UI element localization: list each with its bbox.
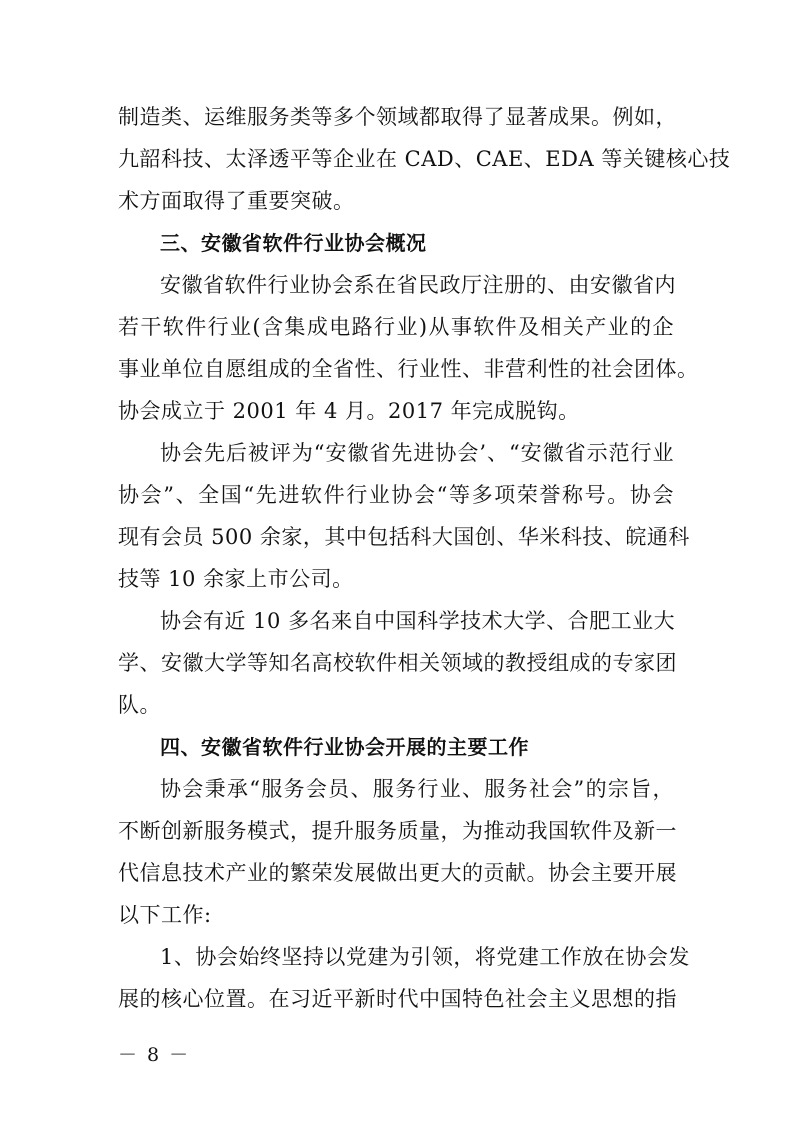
text-line: 九韶科技、太泽透平等企业在 CAD、CAE、EDA 等关键核心技 [118, 147, 731, 171]
page-number: － 8 － [118, 1044, 191, 1066]
text-line: 协会”、全国“先进软件行业协会“等多项荣誉称号。协会 [118, 483, 674, 507]
text-line: 制造类、运维服务类等多个领域都取得了显著成果。例如， [118, 105, 677, 129]
text-line: 事业单位自愿组成的全省性、行业性、非营利性的社会团体。 [118, 357, 699, 381]
text-line: 协会有近 10 多名来自中国科学技术大学、合肥工业大 [160, 609, 676, 633]
text-line: 协会先后被评为“安徽省先进协会’、“安徽省示范行业 [160, 441, 674, 465]
text-line: 队。 [118, 693, 161, 717]
text-line: 以下工作: [118, 903, 212, 927]
text-line: 现有会员 500 余家，其中包括科大国创、华米科技、皖通科 [118, 525, 690, 549]
text-line: 若干软件行业(含集成电路行业)从事软件及相关产业的企 [118, 315, 674, 339]
section-heading-3: 三、安徽省软件行业协会概况 [160, 231, 427, 255]
text-line: 不断创新服务模式，提升服务质量，为推动我国软件及新一 [118, 819, 677, 843]
paragraph-mission [118, 768, 677, 936]
page-content [118, 96, 731, 1020]
text-line: 学、安徽大学等知名高校软件相关领域的教授组成的专家团 [118, 651, 677, 675]
paragraph-experts [118, 600, 677, 726]
paragraph-honors [118, 432, 690, 600]
text-line: 协会秉承“服务会员、服务行业、服务社会”的宗旨， [160, 777, 674, 801]
paragraph-intro [118, 96, 731, 222]
text-line: 协会成立于 2001 年 4 月。2017 年完成脱钩。 [118, 399, 580, 423]
text-line: 术方面取得了重要突破。 [118, 189, 355, 213]
section-heading-4: 四、安徽省软件行业协会开展的主要工作 [160, 735, 529, 759]
text-line: 技等 10 余家上市公司。 [118, 567, 354, 591]
paragraph-item-1 [118, 936, 690, 1020]
paragraph-overview [118, 264, 699, 432]
text-line: 代信息技术产业的繁荣发展做出更大的贡献。协会主要开展 [118, 861, 677, 885]
text-line: 1、协会始终坚持以党建为引领，将党建工作放在协会发 [160, 945, 690, 969]
text-line: 展的核心位置。在习近平新时代中国特色社会主义思想的指 [118, 987, 677, 1011]
text-line: 安徽省软件行业协会系在省民政厅注册的、由安徽省内 [160, 273, 676, 297]
